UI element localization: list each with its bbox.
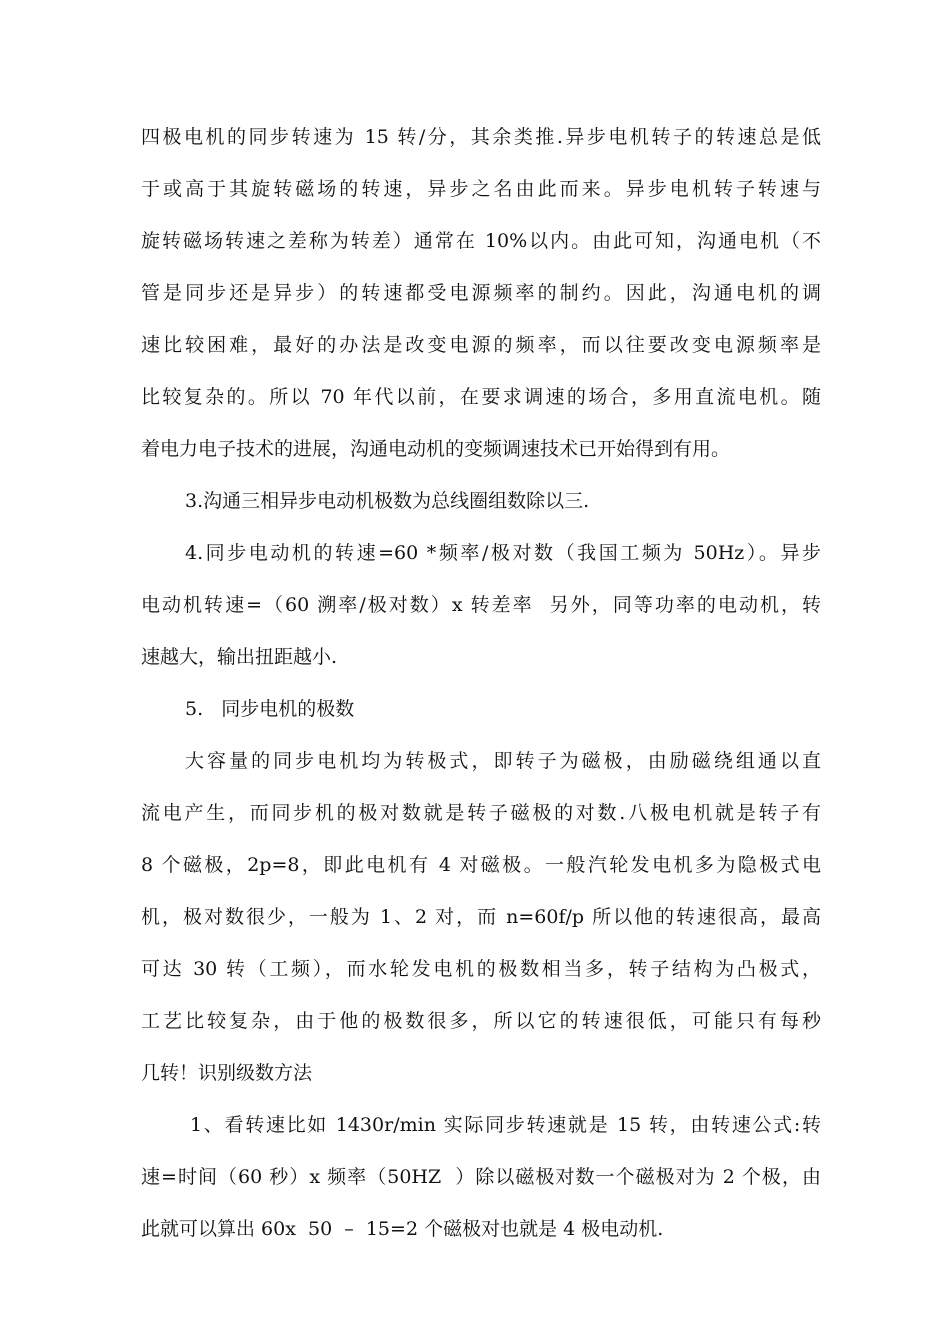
text-line: 8 个磁极，2p=8，即此电机有 4 对磁极。一般汽轮发电机多为隐极式电 [141, 854, 821, 876]
text-line: 着电力电子技术的进展，沟通电动机的变频调速技术已开始得到有用。 [141, 438, 731, 460]
text-line: 比较复杂的。所以 70 年代以前，在要求调速的场合，多用直流电机。随 [141, 386, 821, 408]
text-line: 可达 30 转（工频），而水轮发电机的极数相当多，转子结构为凸极式， [141, 958, 821, 980]
text-line: 工艺比较复杂，由于他的极数很多，所以它的转速很低，可能只有每秒 [141, 1010, 821, 1032]
text-line: 4.同步电动机的转速=60 *频率/极对数（我国工频为 50Hz）。异步 [185, 542, 821, 564]
text-line: 速=时间（60 秒）x 频率（50HZ ）除以磁极对数一个磁极对为 2 个极，由 [141, 1166, 821, 1188]
text-line: 速比较困难，最好的办法是改变电源的频率，而以往要改变电源频率是 [141, 334, 821, 356]
text-line: 3.沟通三相异步电动机极数为总线圈组数除以三. [185, 490, 590, 512]
text-line: 此就可以算出 60x 50 – 15=2 个磁极对也就是 4 极电动机. [141, 1218, 664, 1240]
text-line: 机，极对数很少，一般为 1、2 对，而 n=60f/p 所以他的转速很高，最高 [141, 906, 821, 928]
text-line: 管是同步还是异步）的转速都受电源频率的制约。因此，沟通电机的调 [141, 282, 821, 304]
text-line: 几转！识别级数方法 [141, 1062, 313, 1084]
text-line: 流电产生，而同步机的极对数就是转子磁极的对数.八极电机就是转子有 [141, 802, 821, 824]
text-line: 大容量的同步电机均为转极式，即转子为磁极，由励磁绕组通以直 [185, 750, 821, 772]
text-line: 电动机转速=（60 溯率/极对数）x 转差率 另外，同等功率的电动机，转 [141, 594, 821, 616]
text-line: 旋转磁场转速之差称为转差）通常在 10%以内。由此可知，沟通电机（不 [141, 230, 821, 252]
text-line: 于或高于其旋转磁场的转速，异步之名由此而来。异步电机转子转速与 [141, 178, 821, 200]
text-line: 速越大，输出扭距越小. [141, 646, 338, 668]
text-line: 5. 同步电机的极数 [185, 698, 355, 720]
text-line: 1、看转速比如 1430r/min 实际同步转速就是 15 转，由转速公式:转 [190, 1114, 821, 1136]
text-line: 四极电机的同步转速为 15 转/分，其余类推.异步电机转子的转速总是低 [141, 126, 821, 148]
